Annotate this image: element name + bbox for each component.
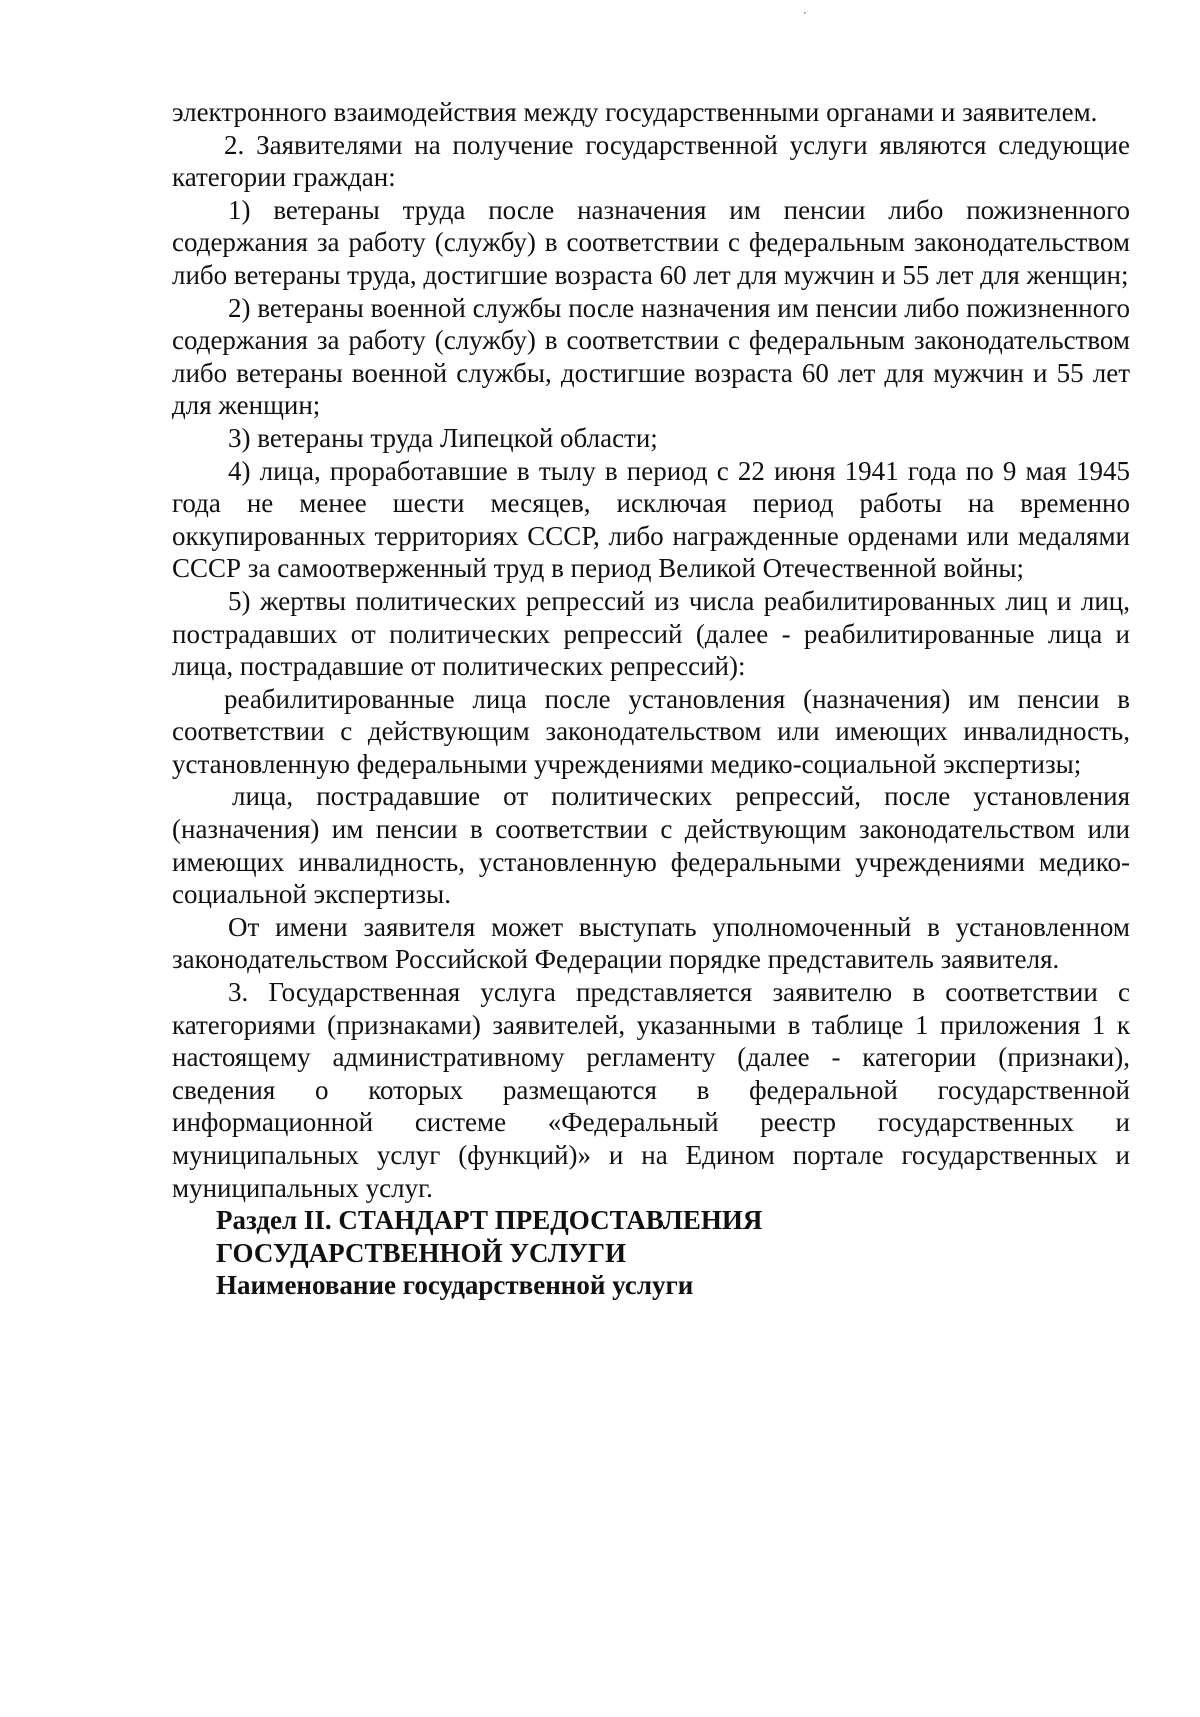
section-heading-line-2: ГОСУДАРСТВЕННОЙ УСЛУГИ <box>216 1237 626 1268</box>
section-heading-line-1: Раздел II. СТАНДАРТ ПРЕДОСТАВЛЕНИЯ <box>216 1205 763 1236</box>
subheading-service-name: Наименование государственной услуги <box>216 1270 694 1301</box>
paragraph-item-1: 1) ветераны труда после назначения им пенсии либо пожизненного содержания за работу (службу) в соответствии с федеральным законодательством либо ветераны труда, достигшие возраста 60 лет для мужчин и 55 лет для женщин; <box>172 194 1130 290</box>
paragraph-victims: лица, пострадавшие от политических репрессий, после установления (назначения) им пенсии в соответствии с действующим законодательством или имеющих инвалидность, установленную федеральными учреждениями медико-социальной экспертизы. <box>172 781 1130 910</box>
paragraph-item-3-service: 3. Государственная услуга представляется заявителю в соответствии с категориями (признаками) заявителей, указанными в таблице 1 приложения 1 к настоящему административному регламенту (далее - категории (признаки), сведения о которых размещаются в федеральной государственной информационной системе «Федеральный реестр государственных и муниципальных услуг (функций)» и на Едином портале государственных и муниципальных услуг. <box>172 977 1130 1203</box>
paragraph-item-4: 4) лица, проработавшие в тылу в период с 22 июня 1941 года по 9 мая 1945 года не менее шести месяцев, исключая период работы на временно оккупированных территориях СССР, либо награжденные орденами или медалями СССР за самоотверженный труд в период Великой Отечественной войны; <box>172 455 1130 584</box>
paragraph-continuation: электронного взаимодействия между государственными органами и заявителем. <box>172 97 1098 127</box>
paragraph-item-2: 2) ветераны военной службы после назначения им пенсии либо пожизненного содержания за работу (службу) в соответствии с федеральным законодательством либо ветераны военной службы, достигшие возраста 60 лет для мужчин и 55 лет для женщин; <box>172 292 1130 421</box>
paragraph-item-3: 3) ветераны труда Липецкой области; <box>228 422 658 453</box>
paragraph-applicants-intro: 2. Заявителями на получение государственной услуги являются следующие категории граждан: <box>172 129 1130 193</box>
paragraph-item-5: 5) жертвы политических репрессий из числа реабилитированных лиц и лиц, пострадавших от политических репрессий (далее - реабилитированные лица и лица, пострадавшие от политических репрессий): <box>172 585 1130 682</box>
scan-artifact-dot <box>804 12 806 14</box>
paragraph-rehabilitated: реабилитированные лица после установления (назначения) им пенсии в соответствии с действующим законодательством или имеющих инвалидность, установленную федеральными учреждениями медико-социальной экспертизы; <box>172 683 1130 779</box>
paragraph-representative: От имени заявителя может выступать уполномоченный в установленном законодательством Российской Федерации порядке представитель заявителя. <box>172 911 1130 975</box>
document-body <box>172 96 1130 1302</box>
